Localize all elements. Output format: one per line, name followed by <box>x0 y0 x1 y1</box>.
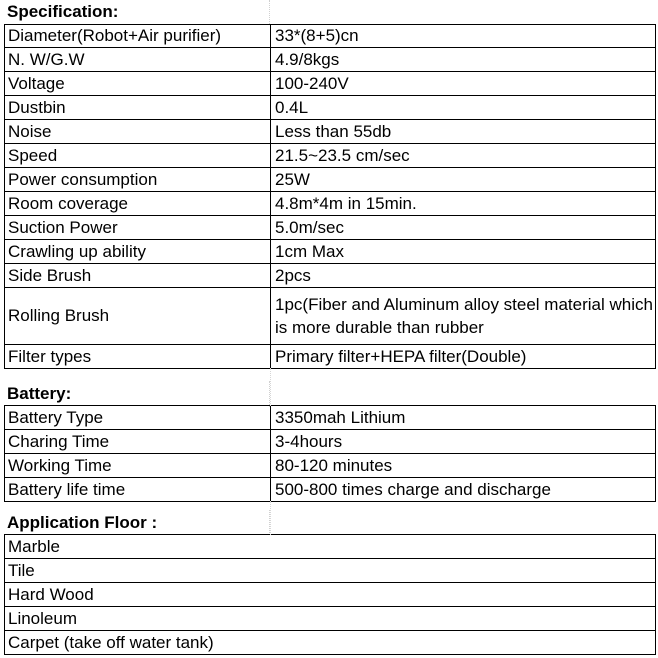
table-row <box>4 405 656 430</box>
spec-label: Diameter(Robot+Air purifier) <box>5 25 271 47</box>
spec-label: Power consumption <box>5 168 271 191</box>
specification-heading-row <box>4 0 656 24</box>
spec-label: N. W/G.W <box>5 48 271 71</box>
spec-label: Suction Power <box>5 216 271 239</box>
table-row <box>4 47 656 72</box>
spec-value: 0.4L <box>275 97 309 117</box>
battery-value: 3350mah Lithium <box>275 407 406 427</box>
spec-value: 100-240V <box>275 73 349 93</box>
battery-label: Working Time <box>5 454 271 477</box>
battery-heading: Battery: <box>4 381 270 407</box>
spec-label: Voltage <box>5 72 271 95</box>
table-row <box>4 429 656 454</box>
list-item <box>4 630 656 655</box>
floor-item: Tile <box>8 560 35 580</box>
table-row <box>4 167 656 192</box>
spec-value: 4.8m*4m in 15min. <box>275 193 417 213</box>
floor-item: Carpet (take off water tank) <box>8 632 214 652</box>
spec-label: Rolling Brush <box>5 288 271 344</box>
spec-value: 2pcs <box>275 265 311 285</box>
list-item <box>4 558 656 583</box>
floor-item: Linoleum <box>8 608 77 628</box>
spec-value: Less than 55db <box>275 121 392 141</box>
battery-value: 500-800 times charge and discharge <box>275 479 551 499</box>
spec-label: Crawling up ability <box>5 240 271 263</box>
battery-heading-row <box>4 381 656 407</box>
battery-value: 80-120 minutes <box>275 455 393 475</box>
spec-value: 1cm Max <box>275 241 344 261</box>
application-floor-heading-row <box>4 510 656 535</box>
floor-item: Hard Wood <box>8 584 94 604</box>
table-row <box>4 477 656 502</box>
specification-heading: Specification: <box>4 0 270 24</box>
spec-label: Side Brush <box>5 264 271 287</box>
gridline <box>270 501 271 535</box>
spec-value: 21.5~23.5 cm/sec <box>275 145 410 165</box>
table-row <box>4 71 656 96</box>
spec-label: Filter types <box>5 345 271 368</box>
spec-label: Dustbin <box>5 96 271 119</box>
table-row <box>4 191 656 216</box>
table-row <box>4 263 656 288</box>
spec-value: 33*(8+5)cn <box>275 26 359 45</box>
list-item <box>4 534 656 559</box>
list-item <box>4 582 656 607</box>
table-row <box>4 287 656 345</box>
spec-value: Primary filter+HEPA filter(Double) <box>275 346 527 366</box>
table-row <box>4 344 656 369</box>
spec-label: Room coverage <box>5 192 271 215</box>
spec-value: 25W <box>275 169 310 189</box>
battery-label: Battery life time <box>5 478 271 501</box>
spec-value: 5.0m/sec <box>275 217 344 237</box>
spec-label: Speed <box>5 144 271 167</box>
table-row <box>4 453 656 478</box>
table-row <box>4 215 656 240</box>
spec-value: 4.9/8kgs <box>275 49 340 69</box>
battery-value: 3-4hours <box>275 431 343 451</box>
table-row <box>4 143 656 168</box>
spec-label: Noise <box>5 120 271 143</box>
spec-value: 1pc(Fiber and Aluminum alloy steel material which is more durable than rubber <box>275 295 653 337</box>
battery-label: Charing Time <box>5 430 271 453</box>
table-row <box>4 24 656 48</box>
table-row <box>4 95 656 120</box>
gridline <box>270 368 271 406</box>
battery-label: Battery Type <box>5 406 271 429</box>
list-item <box>4 606 656 631</box>
application-floor-heading: Application Floor : <box>4 510 270 535</box>
table-row <box>4 239 656 264</box>
floor-item: Marble <box>8 536 60 556</box>
table-row <box>4 119 656 144</box>
